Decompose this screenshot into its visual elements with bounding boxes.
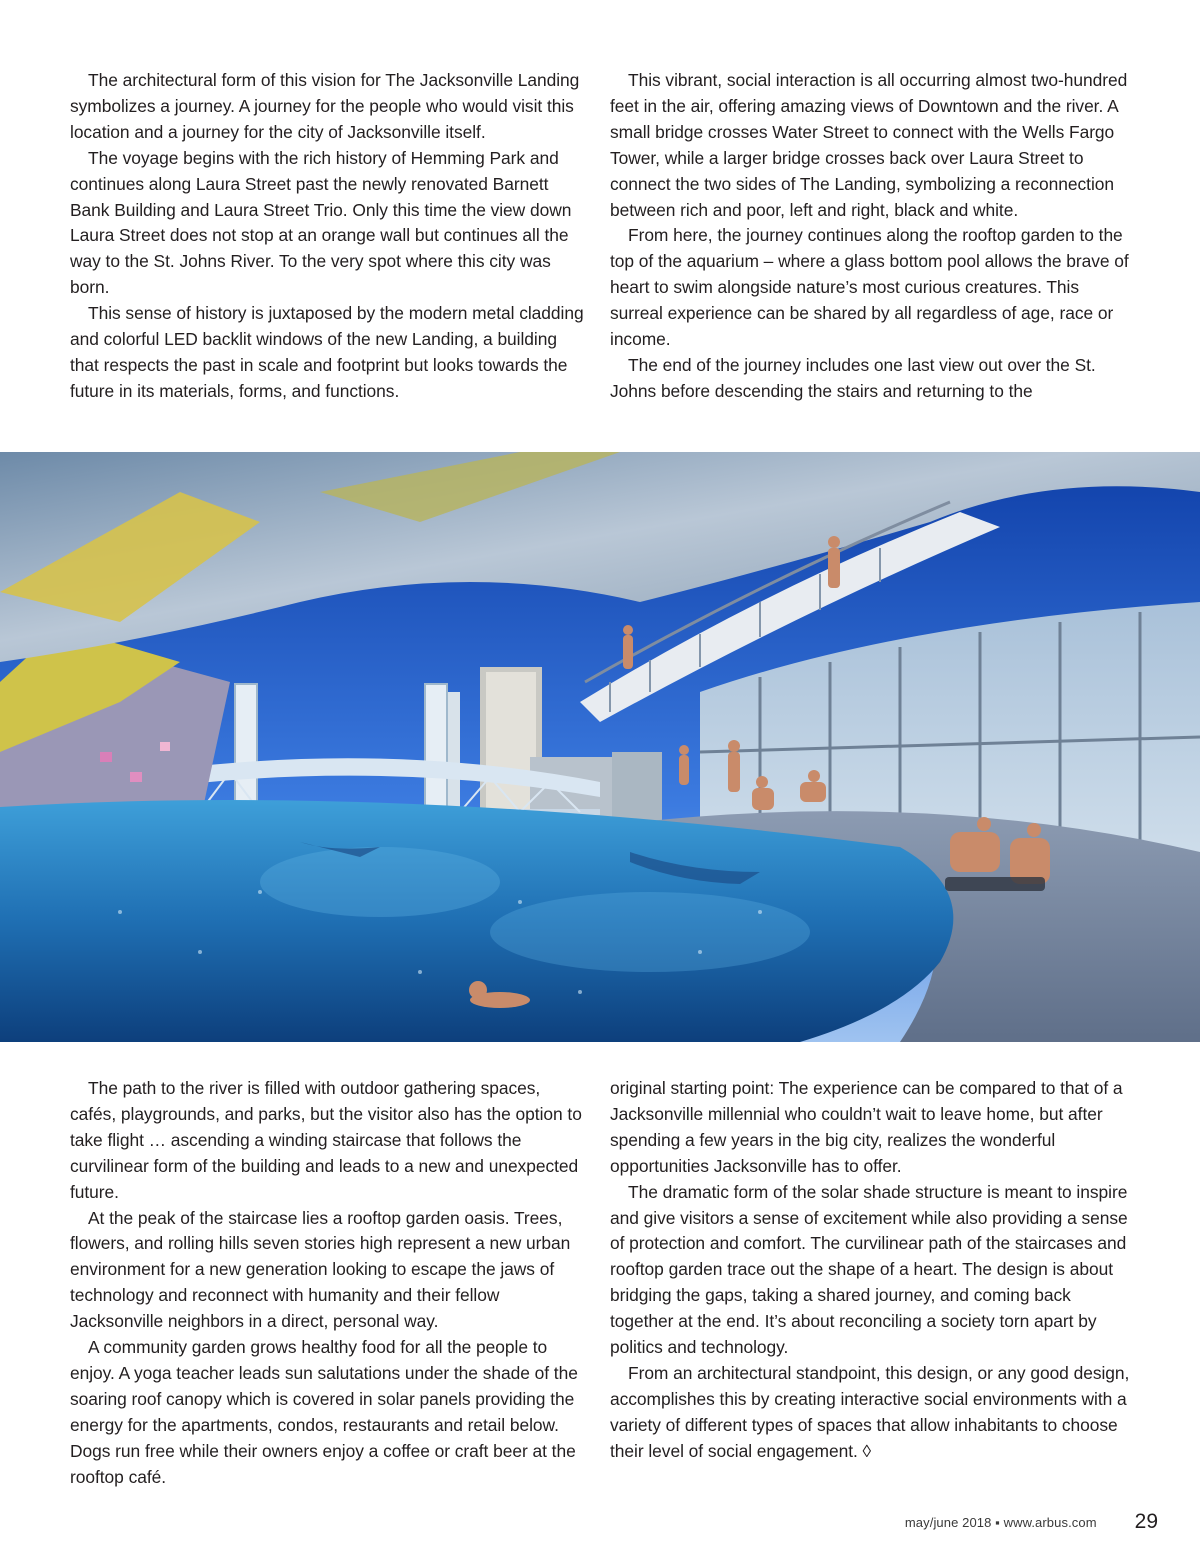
article-column-bottom-left — [70, 1076, 590, 1491]
paragraph: This sense of history is juxtaposed by the modern metal cladding and colorful LED backlit windows of the new Landing, a building that respects the past in scale and footprint but looks towards the future in its materials, forms, and functions. — [70, 303, 584, 401]
paragraph: The architectural form of this vision for The Jacksonville Landing symbolizes a journey. A journey for the people who would visit this location and a journey for the city of Jacksonville itself. — [70, 70, 580, 142]
paragraph: The voyage begins with the rich history of Hemming Park and continues along Laura Street past the newly renovated Barnett Bank Building and Laura Street Trio. Only this time the view down Laura Street does not stop at an orange wall but continues all the way to the St. Johns River. To the very spot where this city was born. — [70, 147, 572, 298]
paragraph: At the peak of the staircase lies a rooftop garden oasis. Trees, flowers, and rolling hills seven stories high represent a new urban environment for a new generation looking to escape the jaws of technology and reconnect with humanity and their fellow Jacksonville neighbors in a direct, personal way. — [70, 1207, 571, 1332]
footer-credit: may/june 2018 ▪ www.arbus.com — [904, 1514, 1097, 1530]
paragraph: original starting point: The experience can be compared to that of a Jacksonville millennial who couldn’t wait to leave home, but after spending a few years in the big city, realizes the wonderful opportunities Jacksonville has to offer. — [610, 1078, 1123, 1176]
article-column-top-right — [610, 68, 1130, 405]
page-number: 29 — [1134, 1510, 1158, 1533]
paragraph: The path to the river is filled with outdoor gathering spaces, cafés, playgrounds, and parks, but the visitor also has the option to take flight … ascending a winding staircase that follows the curvilinear form of the building and leads to a new and unexpected future. — [70, 1078, 582, 1202]
paragraph: The dramatic form of the solar shade structure is meant to inspire and give visitors a sense of excitement while also providing a sense of protection and comfort. The curvilinear path of the staircases and rooftop garden trace out the shape of a heart. The design is about bridging the gaps, taking a shared journey, and coming back together at the end. It’s about reconciling a society torn apart by politics and technology. — [610, 1181, 1128, 1358]
article-column-top-left — [70, 68, 590, 405]
paragraph: From here, the journey continues along the rooftop garden to the top of the aquarium – where a glass bottom pool allows the brave of heart to swim alongside nature’s most curious creatures. This surreal experience can be shared by all regardless of age, race or income. — [610, 225, 1129, 350]
rooftop-pool-rendering — [0, 452, 1200, 1042]
page-footer — [905, 1502, 1158, 1542]
article-column-bottom-right — [610, 1076, 1130, 1465]
paragraph: The end of the journey includes one last view out over the St. Johns before descending the stairs and returning to the — [610, 354, 1096, 401]
paragraph: From an architectural standpoint, this design, or any good design, accomplishes this by creating interactive social environments with a variety of different types of spaces that allow inhabitants to choose their level of social engagement. ◊ — [610, 1362, 1130, 1461]
paragraph: A community garden grows healthy food for all the people to enjoy. A yoga teacher leads sun salutations under the shade of the soaring roof canopy which is covered in solar panels providing the energy for the apartments, condos, restaurants and retail below. Dogs run free while their owners enjoy a coffee or craft beer at the rooftop café. — [70, 1337, 578, 1487]
paragraph: This vibrant, social interaction is all occurring almost two-hundred feet in the air, offering amazing views of Downtown and the river. A small bridge crosses Water Street to connect with the Wells Fargo Tower, while a larger bridge crosses back over Laura Street to connect the two sides of The Landing, symbolizing a reconnection between rich and poor, left and right, black and white. — [610, 70, 1128, 220]
